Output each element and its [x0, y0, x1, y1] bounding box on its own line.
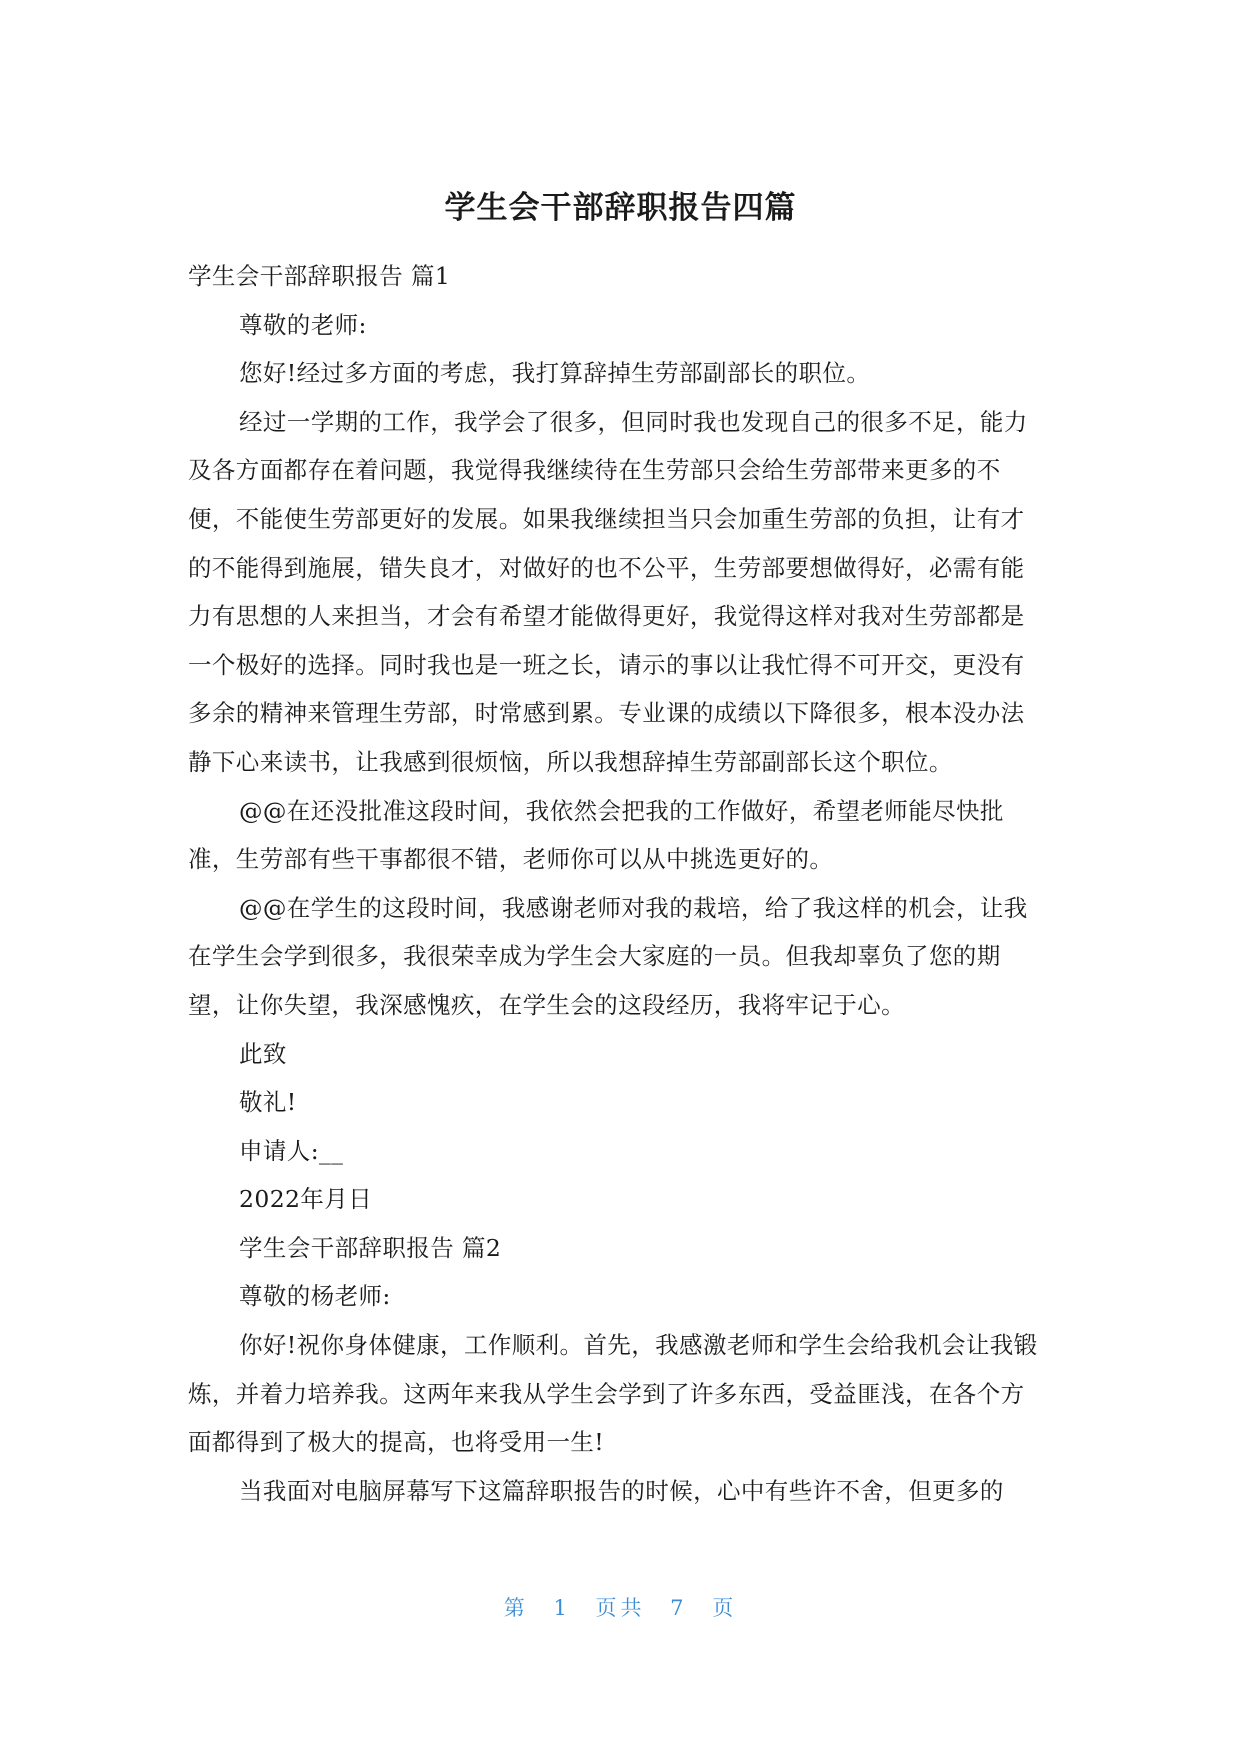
closing-line: 此致 — [239, 1039, 287, 1068]
section-heading-1: 学生会干部辞职报告 篇1 — [188, 262, 451, 290]
salutation: 尊敬的杨老师: — [239, 1282, 391, 1311]
date-line: 2022年月日 — [239, 1185, 373, 1214]
page-footer: 第 1 页共 7 页 — [503, 1596, 738, 1620]
paragraph: 您好!经过多方面的考虑，我打算辞掉生劳部副部长的职位。 — [239, 359, 871, 388]
paragraph: @@在学生的这段时间，我感谢老师对我的栽培，给了我这样的机会，让我在学生会学到很多，我很荣幸成为学生会大家庭的一员。但我却辜负了您的期望，让你失望，我深感愧疚，在学生会的这段经历，我将牢记于心。 — [188, 893, 1028, 1019]
section-heading-2: 学生会干部辞职报告 篇2 — [239, 1233, 502, 1262]
paragraph: @@在还没批准这段时间，我依然会把我的工作做好，希望老师能尽快批准，生劳部有些干事都很不错，老师你可以从中挑选更好的。 — [188, 796, 1004, 874]
document-title: 学生会干部辞职报告四篇 — [444, 190, 797, 226]
closing-regards: 敬礼! — [239, 1088, 297, 1117]
document-body — [188, 252, 1048, 1515]
applicant-line: 申请人:__ — [239, 1136, 344, 1165]
paragraph: 你好!祝你身体健康，工作顺利。首先，我感激老师和学生会给我机会让我锻炼，并着力培养我。这两年来我从学生会学到了许多东西，受益匪浅，在各个方面都得到了极大的提高，也将受用一生! — [188, 1331, 1038, 1457]
paragraph: 当我面对电脑屏幕写下这篇辞职报告的时候，心中有些许不舍，但更多的 — [239, 1476, 1004, 1505]
paragraph: 经过一学期的工作，我学会了很多，但同时我也发现自己的很多不足，能力及各方面都存在着问题，我觉得我继续待在生劳部只会给生劳部带来更多的不便，不能使生劳部更好的发展。如果我继续担当只会加重生劳部的负担，让有才的不能得到施展，错失良才，对做好的也不公平，生劳部要想做得好，必需有能力有思想的人来担当，才会有希望才能做得更好，我觉得这样对我对生劳部都是一个极好的选择。同时我也是一班之长，请示的事以让我忙得不可开交，更没有多余的精神来管理生劳部，时常感到累。专业课的成绩以下降很多，根本没办法静下心来读书，让我感到很烦恼，所以我想辞掉生劳部副部长这个职位。 — [188, 407, 1028, 776]
salutation: 尊敬的老师: — [239, 310, 367, 339]
